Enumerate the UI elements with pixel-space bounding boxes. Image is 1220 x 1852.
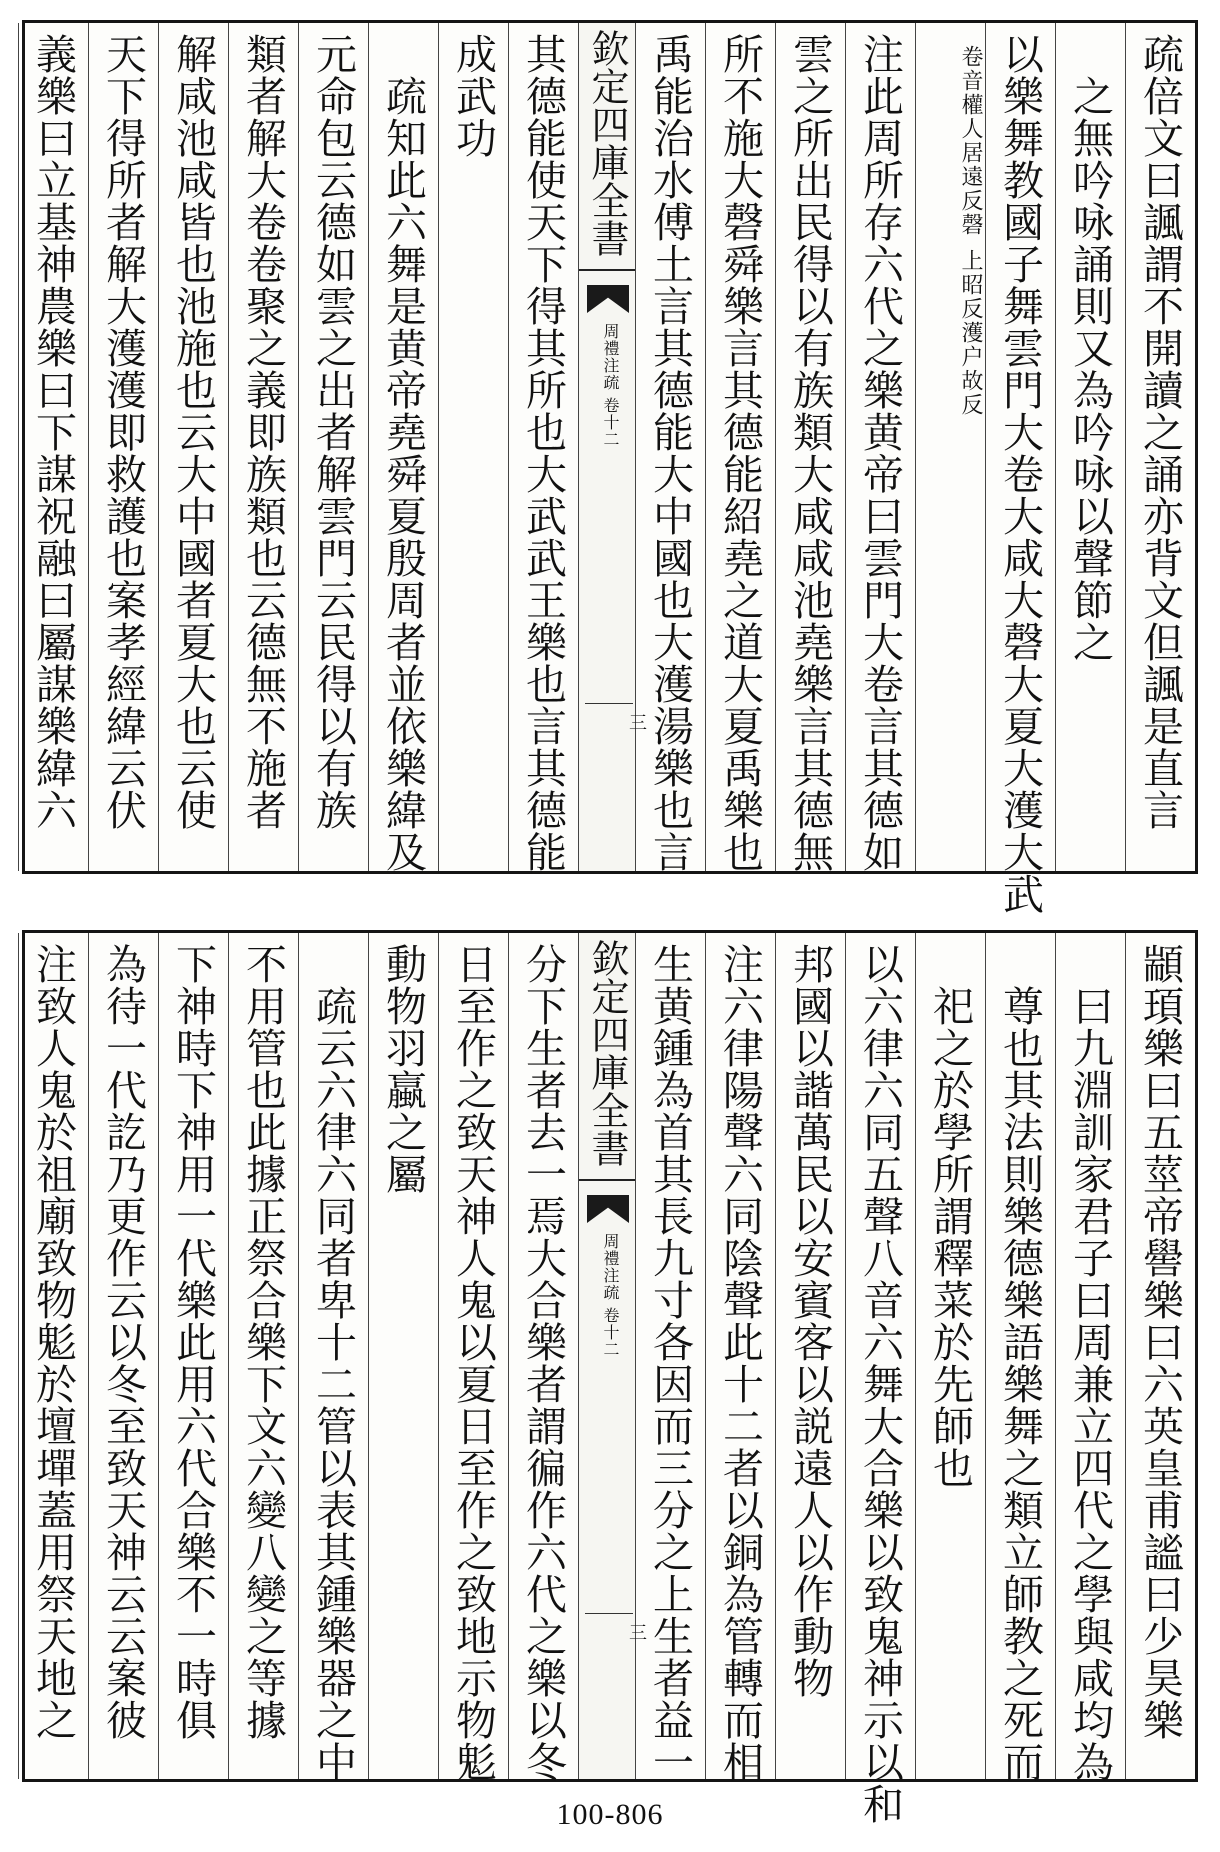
text-column: 注致人鬼於祖廟致物鬽於壇墠蓋用祭天地之 bbox=[18, 933, 88, 1779]
text-column: 疏云六律六同者卑十二管以表其鍾樂器之中 bbox=[298, 933, 368, 1779]
text-column: 解咸池咸皆也池施也云大中國者夏大也云使 bbox=[158, 23, 228, 871]
center-fold-column bbox=[578, 23, 647, 871]
fish-tail-mark-icon bbox=[587, 1195, 629, 1223]
text-column: 曰九淵訓家君子曰周兼立四代之學與咸均為 bbox=[1055, 933, 1125, 1779]
text-column: 疏倍文曰諷謂不開讀之誦亦背文但諷是直言 bbox=[1125, 23, 1195, 871]
text-column: 天下得所者解大濩濩即救護也案孝經緯云伏 bbox=[88, 23, 158, 871]
text-column: 成武功 bbox=[438, 23, 508, 871]
text-column: 注六律陽聲六同陰聲此十二者以銅為管轉而相 bbox=[705, 933, 775, 1779]
text-column: 元命包云德如雲之出者解雲門云民得以有族 bbox=[298, 23, 368, 871]
text-column: 所不施大磬舜樂言其德能紹堯之道大夏禹樂也 bbox=[705, 23, 775, 871]
text-column: 義樂曰立基神農樂曰下謀祝融曰屬謀樂緯六 bbox=[18, 23, 88, 871]
pronunciation-note: 上昭反濩户故反 bbox=[958, 249, 983, 417]
fold-rule bbox=[585, 1613, 633, 1614]
text-column: 動物羽蠃之屬 bbox=[368, 933, 438, 1779]
text-column: 雲之所出民得以有族類大咸咸池堯樂言其德無 bbox=[775, 23, 845, 871]
text-column: 邦國以諧萬民以安賓客以説遠人以作動物 bbox=[775, 933, 845, 1779]
center-fold-column bbox=[578, 933, 647, 1779]
text-column: 顓頊樂曰五莖帝嚳樂曰六英皇甫謐曰少昊樂 bbox=[1125, 933, 1195, 1779]
leaf-number: 三 bbox=[626, 1623, 647, 1642]
text-column: 下神時下神用一代樂此用六代合樂不一時俱 bbox=[158, 933, 228, 1779]
volume-label: 周禮注疏 卷十二 bbox=[601, 1233, 620, 1359]
text-column: 分下生者去一焉大合樂者謂徧作六代之樂以冬 bbox=[508, 933, 578, 1779]
fold-rule bbox=[585, 703, 633, 704]
book-title: 欽定四庫全書 bbox=[579, 933, 635, 1181]
text-column: 為待一代訖乃更作云以冬至致天神云云案彼 bbox=[88, 933, 158, 1779]
leaf-number: 三 bbox=[626, 713, 647, 732]
pronunciation-note-column bbox=[915, 23, 985, 871]
text-column: 尊也其法則樂德樂語樂舞之類立師教之死而 bbox=[985, 933, 1055, 1779]
text-column: 日至作之致天神人鬼以夏日至作之致地示物鬽 bbox=[438, 933, 508, 1779]
text-column: 其德能使天下得其所也大武武王樂也言其德能 bbox=[508, 23, 578, 871]
text-column: 以六律六同五聲八音六舞大合樂以致鬼神示以和 bbox=[845, 933, 915, 1779]
text-column: 注此周所存六代之樂黄帝曰雲門大卷言其德如 bbox=[845, 23, 915, 871]
book-title: 欽定四庫全書 bbox=[579, 23, 635, 271]
text-column: 之無吟咏誦則又為吟咏以聲節之 bbox=[1055, 23, 1125, 871]
text-column: 疏知此六舞是黄帝堯舜夏殷周者並依樂緯及 bbox=[368, 23, 438, 871]
pronunciation-note: 卷音權人居遠反磬 bbox=[958, 45, 983, 237]
text-column: 祀之於學所謂釋菜於先師也 bbox=[915, 933, 985, 1779]
text-column: 類者解大卷卷聚之義即族類也云德無不施者 bbox=[228, 23, 298, 871]
volume-label: 周禮注疏 卷十二 bbox=[601, 323, 620, 449]
text-column: 不用管也此據正祭合樂下文六變八變之等據 bbox=[228, 933, 298, 1779]
text-column: 禹能治水傅土言其德能大中國也大濩湯樂也言 bbox=[635, 23, 705, 871]
page-number: 100-806 bbox=[556, 1798, 664, 1831]
text-column: 以樂舞教國子舞雲門大卷大咸大磬大夏大濩大武 bbox=[985, 23, 1055, 871]
fish-tail-mark-icon bbox=[587, 285, 629, 313]
page-top-half bbox=[22, 20, 1198, 915]
text-column: 生黄鍾為首其長九寸各因而三分之上生者益一 bbox=[635, 933, 705, 1779]
